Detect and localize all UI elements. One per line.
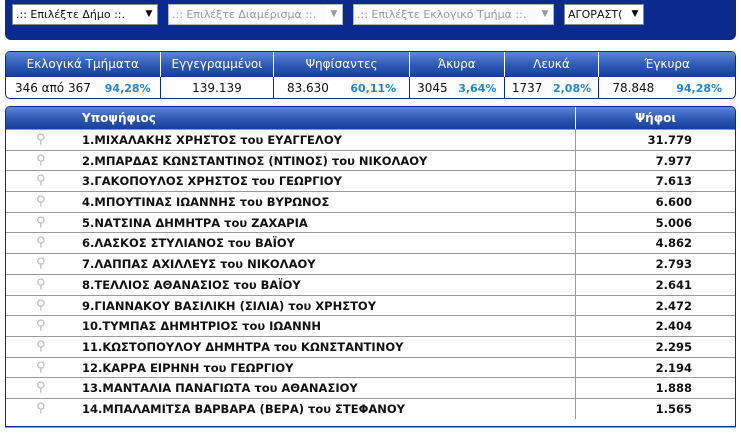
row-icon-cell	[6, 213, 82, 233]
row-icon-cell	[6, 171, 82, 191]
results-rows	[6, 129, 735, 419]
paperclip-icon[interactable]: ⚲	[36, 380, 46, 396]
candidate-name: 13.ΜΑΝΤΑΛΙΑ ΠΑΝΑΓΙΩΤΑ του ΑΘΑΝΑΣΙΟΥ	[82, 378, 576, 398]
candidate-name: 4.ΜΠΟΥΤΙΝΑΣ ΙΩΑΝΝΗΣ του ΒΥΡΩΝΟΣ	[82, 192, 576, 212]
chevron-down-icon: ▼	[627, 5, 643, 24]
candidate-name: 3.ΓΑΚΟΠΟΥΛΟΣ ΧΡΗΣΤΟΣ του ΓΕΩΡΓΙΟΥ	[82, 171, 576, 191]
voted-pct: 60,11%	[350, 81, 397, 95]
stats-header-row	[6, 52, 735, 77]
candidate-name: 8.ΤΕΛΛΙΟΣ ΑΘΑΝΑΣΙΟΣ του ΒΑΪΟΥ	[82, 275, 576, 295]
candidate-name: 10.ΤΥΜΠΑΣ ΔΗΜΗΤΡΙΟΣ του ΙΩΑΝΝΗ	[82, 316, 576, 336]
table-row	[6, 398, 735, 419]
invalid-pct: 3,64%	[458, 81, 497, 95]
paperclip-icon[interactable]: ⚲	[36, 276, 46, 292]
row-icon-cell	[6, 316, 82, 336]
stats-header-sections: Εκλογικά Τμήματα	[6, 52, 161, 77]
paperclip-icon[interactable]: ⚲	[36, 235, 46, 251]
row-icon-cell	[6, 151, 82, 171]
candidate-name: 9.ΓΙΑΝΝΑΚΟΥ ΒΑΣΙΛΙΚΗ (ΣΙΛΙΑ) του ΧΡΗΣΤΟΥ	[82, 296, 576, 316]
column-header-candidate: Υποψήφιος	[6, 107, 576, 129]
row-icon-cell	[6, 275, 82, 295]
stats-header-voted: Ψηφίσαντες	[274, 52, 410, 77]
paperclip-icon[interactable]: ⚲	[36, 194, 46, 210]
row-icon-cell	[6, 358, 82, 378]
candidate-votes: 5.006	[655, 215, 692, 230]
table-row	[6, 336, 735, 357]
paperclip-icon[interactable]: ⚲	[36, 338, 46, 354]
table-row	[6, 129, 735, 150]
candidate-votes: 7.977	[655, 153, 692, 168]
paperclip-icon[interactable]: ⚲	[36, 256, 46, 272]
candidate-name: 14.ΜΠΑΛΑΜΙΤΣΑ ΒΑΡΒΑΡΑ (ΒΕΡΑ) του ΣΤΕΦΑΝΟΥ	[82, 399, 576, 419]
municipality-select[interactable]	[12, 4, 158, 25]
candidate-name: 2.ΜΠΑΡΔΑΣ ΚΩΝΣΤΑΝΤΙΝΟΣ (ΝΤΙΝΟΣ) του ΝΙΚΟΛΑΟΥ	[82, 151, 576, 171]
chevron-down-icon: ▼	[141, 5, 157, 24]
table-row	[6, 377, 735, 398]
row-icon-cell	[6, 296, 82, 316]
candidate-name: 12.ΚΑΡΡΑ ΕΙΡΗΝΗ του ΓΕΩΡΓΙΟΥ	[82, 358, 576, 378]
row-icon-cell	[6, 399, 82, 419]
stats-header-invalid: Άκυρα	[410, 52, 505, 77]
stats-summary	[5, 51, 736, 99]
candidate-votes: 4.862	[655, 236, 692, 251]
stats-blank	[505, 77, 600, 99]
paperclip-icon[interactable]: ⚲	[36, 359, 46, 375]
paperclip-icon[interactable]: ⚲	[36, 152, 46, 168]
row-icon-cell	[6, 378, 82, 398]
stats-values-row	[6, 77, 735, 99]
section-select-value: .:: Επιλέξτε Εκλογικό Τμήμα ::.	[357, 8, 527, 21]
table-row	[6, 150, 735, 171]
candidate-votes: 1.565	[655, 401, 692, 416]
table-row	[6, 253, 735, 274]
blank-pct: 2,08%	[552, 81, 592, 95]
table-row	[6, 212, 735, 233]
voted-count: 83.630	[286, 81, 329, 95]
table-row	[6, 357, 735, 378]
table-row	[6, 232, 735, 253]
stats-valid	[599, 77, 735, 99]
sections-count: 346 από 367	[14, 81, 91, 95]
candidate-votes: 6.600	[655, 195, 692, 210]
candidate-votes: 2.404	[655, 319, 692, 334]
valid-count: 78.848	[612, 81, 655, 95]
row-icon-cell	[6, 130, 82, 150]
table-bottom-border	[5, 427, 736, 428]
candidate-votes: 31.779	[647, 133, 692, 147]
candidate-name: 5.ΝΑΤΣΙΝΑ ΔΗΜΗΤΡΑ του ΖΑΧΑΡΙΑ	[82, 213, 576, 233]
candidate-name: 11.ΚΩΣΤΟΠΟΥΛΟΥ ΔΗΜΗΤΡΑ του ΚΩΝΣΤΑΝΤΙΝΟΥ	[82, 337, 576, 357]
filter-bar	[5, 0, 736, 40]
table-row	[6, 191, 735, 212]
chevron-down-icon: ▼	[326, 5, 342, 24]
paperclip-icon[interactable]: ⚲	[36, 214, 46, 230]
column-header-votes: Ψήφοι	[634, 111, 677, 125]
section-select[interactable]	[353, 4, 554, 25]
results-header	[6, 107, 735, 129]
row-icon-cell	[6, 254, 82, 274]
invalid-count: 3045	[417, 81, 448, 95]
table-row	[6, 295, 735, 316]
stats-header-registered: Εγγεγραμμένοι	[161, 52, 275, 77]
paperclip-icon[interactable]: ⚲	[36, 297, 46, 313]
stats-header-blank: Λευκά	[505, 52, 600, 77]
candidate-votes: 1.888	[655, 381, 692, 396]
paperclip-icon[interactable]: ⚲	[36, 400, 46, 416]
candidate-votes: 2.295	[655, 339, 692, 354]
stats-header-valid: Έγκυρα	[644, 57, 690, 71]
candidate-name: 6.ΛΑΣΚΟΣ ΣΤΥΛΙΑΝΟΣ του ΒΑΪΟΥ	[82, 233, 576, 253]
candidate-votes: 2.194	[655, 360, 692, 375]
stats-invalid	[410, 77, 505, 99]
candidate-votes: 7.613	[655, 174, 692, 189]
table-row	[6, 274, 735, 295]
school-select[interactable]	[564, 4, 644, 25]
table-row	[6, 170, 735, 191]
chevron-down-icon: ▼	[537, 5, 553, 24]
sections-pct: 94,28%	[104, 81, 151, 95]
paperclip-icon[interactable]: ⚲	[36, 318, 46, 334]
stats-registered	[161, 77, 275, 99]
district-select-value: .:: Επιλέξτε Διαμέρισμα ::.	[172, 8, 317, 21]
candidate-votes: 2.472	[655, 298, 692, 313]
registered-count: 139.139	[192, 81, 242, 95]
candidate-votes: 2.641	[655, 277, 692, 292]
results-table	[5, 106, 736, 427]
valid-pct: 94,28%	[676, 81, 723, 95]
blank-count: 1737	[511, 81, 543, 95]
paperclip-icon[interactable]: ⚲	[36, 173, 46, 189]
candidate-name: 1.ΜΙΧΑΛΑΚΗΣ ΧΡΗΣΤΟΣ του ΕΥΑΓΓΕΛΟΥ	[82, 130, 576, 150]
row-icon-cell	[6, 337, 82, 357]
paperclip-icon[interactable]: ⚲	[36, 132, 46, 147]
municipality-select-value: .:: Επιλέξτε Δήμο ::.	[16, 8, 125, 21]
row-icon-cell	[6, 233, 82, 253]
stats-sections	[6, 77, 161, 99]
school-select-value: ΑΓΟΡΑΣΤ(	[568, 8, 623, 21]
stats-voted	[274, 77, 410, 99]
table-row	[6, 315, 735, 336]
candidate-name: 7.ΛΑΠΠΑΣ ΑΧΙΛΛΕΥΣ του ΝΙΚΟΛΑΟΥ	[82, 254, 576, 274]
row-icon-cell	[6, 192, 82, 212]
candidate-votes: 2.793	[655, 257, 692, 272]
district-select[interactable]	[168, 4, 343, 25]
